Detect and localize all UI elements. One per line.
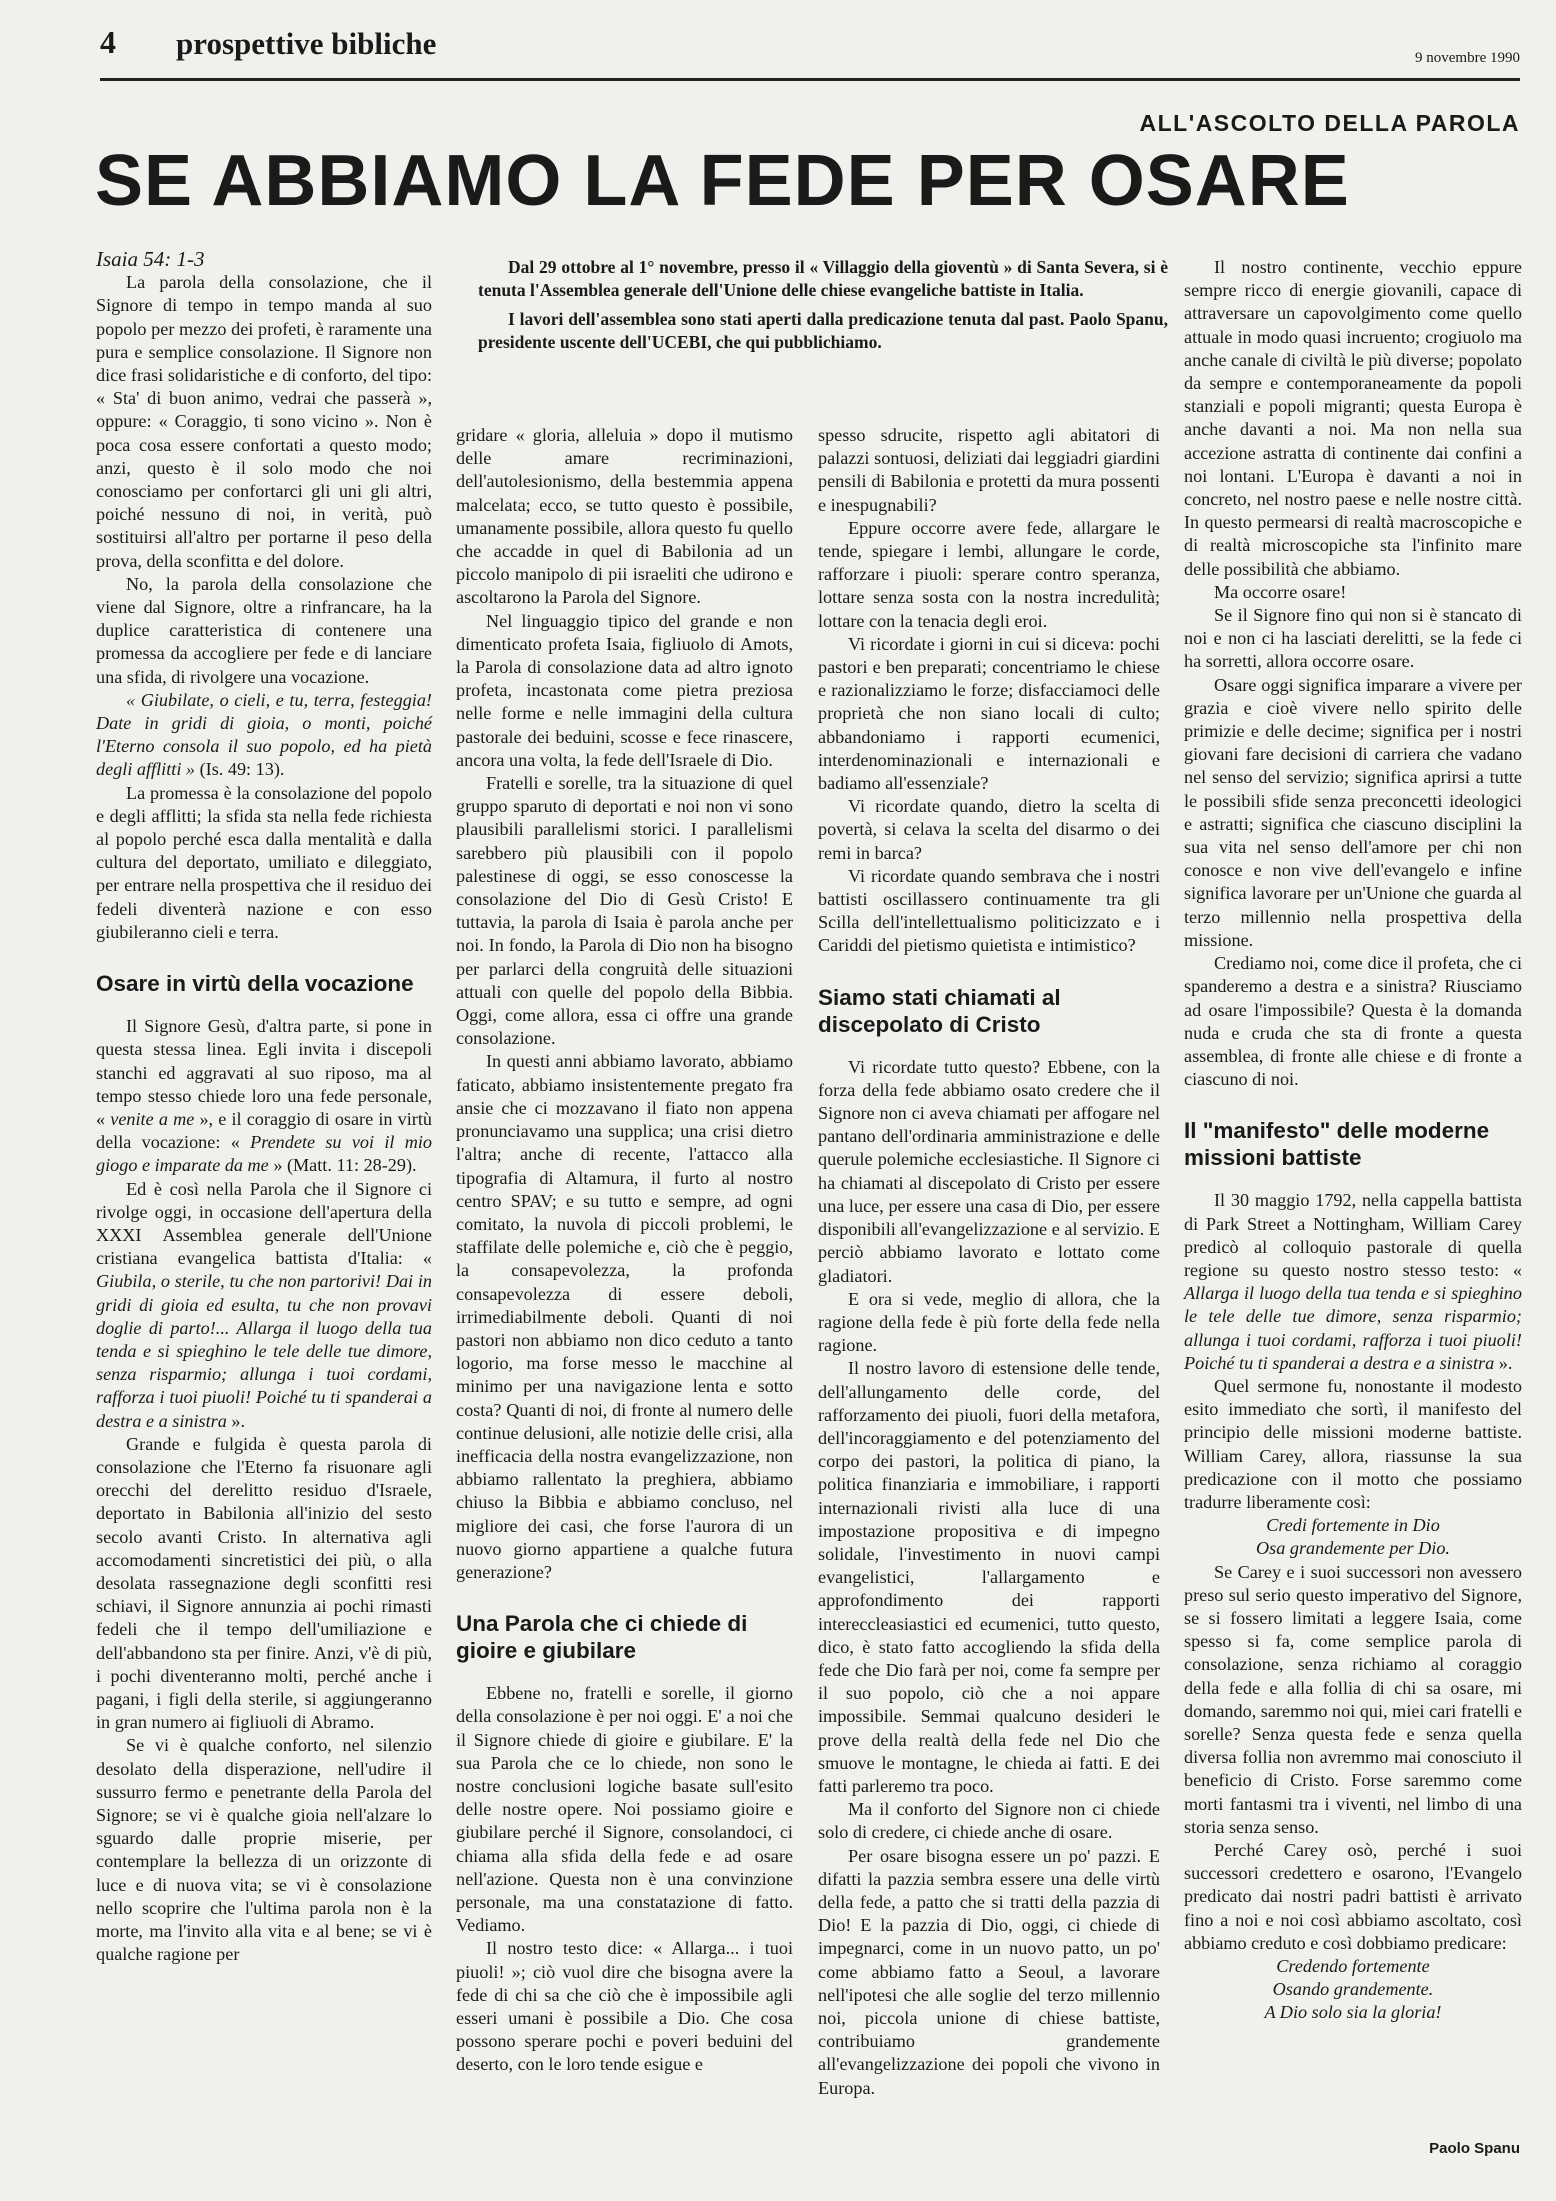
article-column-4 [1184,256,1522,2025]
paragraph: Crediamo noi, come dice il profeta, che ci spanderemo a destra e a sinistra? Riusciamo ad osare l'impossibile? Questa è la domanda nuda e cruda che sta di fronte a questa assemblea, di fronte alle chiese e di fronte a ciascuno di noi. [1184,953,1522,1090]
paragraph: Perché Carey osò, perché i suoi successori credettero e osarono, l'Evangelo predicato dai nostri padri battisti è arrivato fino a noi e noi così abbiamo ascoltato, così abbiamo creduto e così dobbiamo predicare: [1184,1840,1522,1953]
paragraph: Quel sermone fu, nonostante il modesto esito immediato che sortì, il manifesto del principio delle missioni moderne battiste. William Carey, allora, riassunse la sua predicazione con il motto che possiamo tradurre liberamente così: [1184,1375,1522,1512]
issue-date: 9 novembre 1990 [1415,50,1520,66]
paragraph: gridare « gloria, alleluia » dopo il mutismo delle amare recriminazioni, dell'autolesionismo, della bestemmia appena malcelata; ecco, se tutto questo è possibile, umanamente possibile, allora questo fu quello che accadde in quel di Babilonia ad un piccolo manipolo di pii israeliti che udirono e ascoltarono la Parola del Signore. [456,425,793,608]
paragraph: Ma il conforto del Signore non ci chiede solo di credere, ci chiede anche di osare. [818,1799,1160,1843]
paragraph: Il Signore Gesù, d'altra parte, si pone in questa stessa linea. Egli invita i discepoli stanchi ed aggravati al suo riposo, ma al tempo stesso chiede loro una fede personale, « venite a me », e il coraggio di osare in virtù della vocazione: « Prendete su voi il mio giogo e imparate da me » (Matt. 11: 28-29). [96,1016,433,1176]
paragraph: Vi ricordate quando sembrava che i nostri battisti oscillassero continuamente tra gli Scilla dell'intellettualismo politicizzato e i Cariddi del pietismo quietista e intimistico? [818,865,1160,956]
paragraph: Il nostro continente, vecchio eppure sempre ricco di energie giovanili, capace di attraversare un capovolgimento come quello attuale in modo quasi incruento; crogiuolo ma anche canale di civiltà le più diverse; popolato da sempre e contemporaneamente da popoli stanziali e popoli migranti; questa Europa è anche davanti a noi. Ma non nella sua accezione astratta di continente dai confini a noi lontani. L'Europa è davanti a noi in concreto, nel nostro paese e nelle nostre città. In questo permearsi di realtà macroscopiche e di realtà microscopiche sta l'infinito mare delle possibilità che abbiamo. [1184,257,1522,579]
paragraph: Se il Signore fino qui non si è stancato di noi e non ci ha lasciati derelitti, se la fede ci ha sorretti, allora occorre osare. [1184,605,1522,672]
header-rule [100,78,1520,81]
paragraph: spesso sdrucite, rispetto agli abitatori di palazzi sontuosi, deliziati dai leggiadri giardini pensili di Babilonia e protetti da mura possenti e inespugnabili? [818,425,1160,515]
article-headline: SE ABBIAMO LA FEDE PER OSARE [95,141,1350,221]
intro-paragraph: Dal 29 ottobre al 1° novembre, presso il « Villaggio della gioventù » di Santa Severa, si è tenuta l'Assemblea generale dell'Unione delle chiese evangeliche battiste in Italia. [478,257,1168,300]
article-column-2 [456,424,793,2077]
paragraph: Il nostro lavoro di estensione delle tende, dell'allungamento delle corde, del rafforzamento dei piuoli, fuori della metafora, dell'incoraggiamento e del potenziamento del corpo dei pastori, la politica di piano, la politica finanziaria e immobiliare, i rapporti internazionali rivisti alla luce di una impostazione propositiva e di impegno solidale, l'investimento in nuovi campi evangelistici, l'allargamento e approfondimento dei rapporti intereccleasiastici ed ecumenici, tutto questo, dico, è stato fatto accogliendo la sfida della fede che Dio farà per noi, come fa sempre per il suo popolo, ciò che a noi appare impossibile. Semmai qualcuno desideri le prove della realtà della fede nel Dio che smuove le montagne, le chieda ai fatti. E dei fatti parleremo tra poco. [818,1358,1160,1796]
closing-line: Credendo fortemente [1276,1956,1430,1977]
paragraph: Vi ricordate tutto questo? Ebbene, con la forza della fede abbiamo osato credere che il Signore non ci aveva chiamati per affogare nel pantano dell'ordinaria amministrazione e delle querule polemiche ecclesiastiche. Il Signore ci ha chiamati al discepolato di Cristo per essere una luce, per essere una casa di Dio, per essere disponibili all'evangelizzazione e al servizio. E perciò abbiamo lavorato e lottato come gladiatori. [818,1056,1160,1286]
motto-line: Credi fortemente in Dio [1266,1515,1440,1536]
publication-name: prospettive bibliche [176,26,437,61]
paragraph: Ed è così nella Parola che il Signore ci rivolge oggi, in occasione dell'apertura della XXXI Assemblea generale dell'Unione cristiana evangelica battista d'Italia: « Giubila, o sterile, tu che non partorivi! Dai in gridi di gioia ed esulta, tu che non provavi doglie di parto!... Allarga il luogo della tua tenda e si spieghino le tele delle tue dimore, senza risparmio; allunga i tuoi cordami, rafforza i tuoi piuoli! Poiché tu ti spanderai a destra e a sinistra ». [96,1178,432,1431]
article-column-3 [818,424,1160,2100]
paragraph: Vi ricordate quando, dietro la scelta di povertà, si celava la scelta del disarmo o dei remi in barca? [818,796,1160,863]
closing-line: Osando grandemente. [1272,1979,1434,2000]
paragraph: Se Carey e i suoi successori non avessero preso sul serio questo imperativo del Signore, se si fossero limitati a leggere Isaia, come spesso si fa, come semplice parola di consolazione, senza richiamo al coraggio della fede e alla follia di chi sa osare, mi domando, saremmo noi qui, miei cari fratelli e sorelle? Senza questa fede e senza quella diversa follia non avremmo mai conosciuto il beneficio di Cristo. Forse saremmo come morti fantasmi tra i viventi, nel limbo di una storia senza senso. [1184,1561,1522,1837]
paragraph: Eppure occorre avere fede, allargare le tende, spiegare i lembi, allungare le corde, rafforzare i piuoli: sperare contro speranza, lottare senza sosta con la nostra incredulità; lottare con la tenacia degli eroi. [818,517,1160,631]
closing-line: A Dio solo sia la gloria! [1264,2002,1442,2023]
paragraph: La parola della consolazione, che il Signore di tempo in tempo manda al suo popolo per mezzo dei profeti, è raramente una pura e semplice consolazione. Il Signore non dice frasi solidaristiche e di conforto, del tipo: « Sta' di buon animo, vedrai che passerà », oppure: « Coraggio, ti sono vicino ». Non è poca cosa essere confortati a questo modo; anzi, questo è il solo modo che noi conosciamo per confortarci gli uni gli altri, poiché nessuno di noi, in verità, può sostituirsi all'altro per portarne il peso della prova, della sconfitta e del dolore. [96,272,432,571]
paragraph: Se vi è qualche conforto, nel silenzio desolato della disperazione, nell'udire il sussurro fermo e penetrante della Parola del Signore; se vi è qualche gioia nell'alzare lo sguardo dalle proprie miserie, per contemplare la bellezza di un orizzonte di luce e di nuova vita; se vi è consolazione nello scoprire che l'ultima parola non è la morte, ma l'invito alla vita e al bene; se vi è qualche ragione per [96,1735,432,1965]
masthead [100,24,1520,66]
section-rubric: ALL'ASCOLTO DELLA PAROLA [1139,110,1520,136]
paragraph: Il nostro testo dice: « Allarga... i tuoi piuoli! »; ciò vuol dire che bisogna avere la fede di chi sa che ciò che è impossibile agli esseri umani è possibile a Dio. Che cosa possono sperare pochi e poveri beduini del deserto, con le loro tende esigue e [456,1938,793,2075]
intro-paragraph: I lavori dell'assemblea sono stati aperti dalla predicazione tenuta dal past. Paolo Spanu, presidente uscente dell'UCEBI, che qui pubblichiamo. [478,309,1168,352]
paragraph: Osare oggi significa imparare a vivere per grazia e cioè vivere nello spirito delle primizie e delle decime; significa per i nostri giovani fare decisioni di carriera che vadano nel senso del servizio; significa aprirsi a tutte le possibili sfide senza preconcetti ideologici e astratti; significa che ciascuno disciplini la sua vita nel senso dell'amore per chi non conosce e non vive dell'evangelo e infine significa lavorare per un'Unione che guarda al terzo millennio nella prospettiva della missione. [1184,674,1522,950]
paragraph: « Giubilate, o cieli, e tu, terra, festeggia! Date in gridi di gioia, o monti, poiché l'Eterno consola il suo popolo, ed ha pietà degli afflitti » (Is. 49: 13). [96,689,432,780]
paragraph: Per osare bisogna essere un po' pazzi. E difatti la pazzia sembra essere una delle virtù della fede, a patto che si tratti della pazzia di Dio! E la pazzia di Dio, oggi, ci chiede di impegnarci, come in un nuovo patto, un po' come abbiamo fatto a Seoul, a lavorare nell'ipotesi che alle soglie del terzo millennio noi, piccola unione di chiese battiste, contribuiamo grandemente all'evangelizzazione dei popoli che vivono in Europa. [818,1845,1160,2098]
scripture-reference: Isaia 54: 1-3 [96,247,205,271]
paragraph: La promessa è la consolazione del popolo e degli afflitti; la sfida sta nella fede richiesta al popolo perché esca dalla mentalità e dalla cultura del deportato, umiliato e dileggiato, per entrare nella prospettiva che il residuo dei fedeli diventerà nazione e con esso giubileranno cieli e terra. [96,782,432,942]
paragraph: Ma occorre osare! [1214,581,1347,602]
paragraph: In questi anni abbiamo lavorato, abbiamo faticato, abbiamo insistentemente pregato fra ansie che ci mozzavano il fiato non appena pronunciavamo una supplica; una crisi dietro l'altra; anche di recente, l'attacco alla tipografia di Altamura, il furto al nostro centro SPAV; e su tutto e sempre, ad ogni comitato, la nuvola di piccoli problemi, le staffilate delle polemiche e, ciò che è peggio, la consapevolezza, la profonda consapevolezza di essere deboli, irrimediabilmente deboli. Quanti di noi pastori non abbiamo non dico ceduto a tanto logorio, ma forse messo le macchine al minimo per una navigazione lenta e sotto costa? Quanti di noi, di fronte al numero delle continue delusioni, alle notizie delle crisi, alla inefficacia della nostra evangelizzazione, non abbiamo rallentato la preghiera, abbiamo chiuso la Bibbia e abbiamo concluso, nel migliore dei casi, che forse l'aurora di un nuovo giorno appartiene a qualche futura generazione? [456,1051,793,1582]
motto-line: Osa grandemente per Dio. [1256,1538,1450,1559]
subheading: Una Parola che ci chiede di gioire e giubilare [456,1611,748,1664]
page-number: 4 [100,24,116,60]
subheading: Siamo stati chiamati al discepolato di Cristo [818,984,1061,1037]
author-signature: Paolo Spanu [1429,2140,1520,2157]
article-intro [478,256,1168,360]
paragraph: No, la parola della consolazione che viene dal Signore, oltre a rinfrancare, ha la duplice caratteristica di contenere una promessa da accogliere per fede e di lanciare una sfida, di rivolgere una vocazione. [96,573,432,687]
paragraph: Ebbene no, fratelli e sorelle, il giorno della consolazione è per noi oggi. E' a noi che il Signore chiede di gioire e giubilare. E' la sua Parola che ce lo chiede, non sono le nostre conclusioni logiche basate sull'esito delle nostre opere. Noi possiamo gioire e giubilare perché il Signore, consolandoci, ci chiama alla sfida della fede e ad osare nell'azione. Questa non è una convinzione personale, ma una constatazione di fatto. Vediamo. [456,1683,793,1936]
paragraph: Fratelli e sorelle, tra la situazione di quel gruppo sparuto di deportati e noi non vi sono plausibili parallelismi storici. I parallelismi sarebbero più plausibili con il popolo palestinese di oggi, se esso conoscesse la consolazione del Dio di Gesù Cristo! E tuttavia, la parola di Isaia è parola anche per noi. In fondo, la Parola di Dio non ha bisogno per parlarci della congruità delle situazioni attuali con quelle del popolo della Bibbia. Oggi, come allora, essa ci offre una grande consolazione. [456,773,793,1049]
paragraph: Vi ricordate i giorni in cui si diceva: pochi pastori e ben preparati; concentriamo le chiese e razionalizziamo le forze; disfacciamoci delle proprietà che non siano locali di culto; abbandoniamo i rapporti ecumenici, interdenominazionali e internazionali e badiamo all'essenziale? [818,633,1160,794]
paragraph: Nel linguaggio tipico del grande e non dimenticato profeta Isaia, figliuolo di Amots, la Parola di consolazione data ad altro ignoto profeta, incastonata come pietra preziosa nelle forme e nelle immagini della cultura pastorale dei beduini, scosse e fece rinascere, ancora una volta, la fede dell'Israele di Dio. [456,610,793,770]
subheading: Osare in virtù della vocazione [96,971,414,997]
paragraph: E ora si vede, meglio di allora, che la ragione della fede è più forte della fede nella ragione. [818,1288,1160,1356]
article-column-1 [96,248,432,1966]
paragraph: Il 30 maggio 1792, nella cappella battista di Park Street a Nottingham, William Carey predicò al colloquio pastorale di quella regione su questo nostro stesso testo: « Allarga il luogo della tua tenda e si spieghino le tele delle tue dimore, senza risparmio; allunga i tuoi cordami, rafforza i tuoi piuoli! Poiché tu ti spanderai a destra e a sinistra ». [1184,1190,1522,1373]
scripture-quote: « Giubilate, o cieli, e tu, terra, festeggia! Date in gridi di gioia, o monti, poiché l'Eterno consola il suo popolo, ed ha pietà degli afflitti » [96,689,432,780]
subheading: Il "manifesto" delle moderne missioni battiste [1184,1118,1490,1171]
paragraph: Grande e fulgida è questa parola di consolazione che l'Eterno fa risuonare agli orecchi del derelitto residuo d'Israele, deportato in Babilonia all'inizio del sesto secolo avanti Cristo. In alternativa agli accomodamenti sincretistici dei più, o alla desolata rassegnazione degli sconfitti resi schiavi, il Signore annunzia ai pochi rimasti fedeli che il tempo dell'umiliazione e dell'abbandono sta per finire. Anzi, v'è di più, i pochi diventeranno molti, perché anche i pagani, i figli della sterile, si aggiungeranno in gran numero ai figliuoli di Abramo. [96,1433,432,1733]
